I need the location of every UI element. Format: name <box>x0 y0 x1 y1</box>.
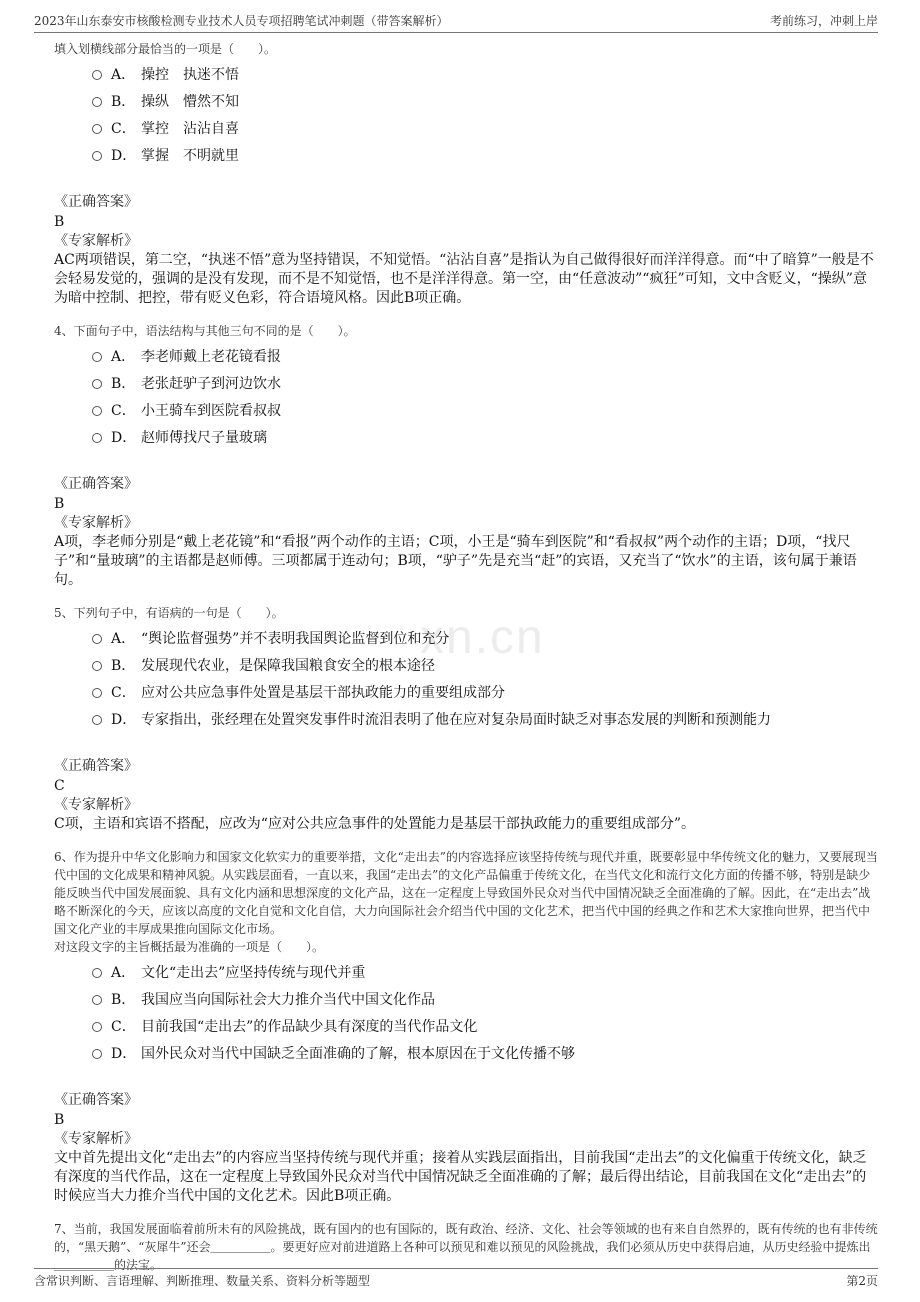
option-d[interactable]: D． 掌握 不明就里 <box>92 143 878 170</box>
options-list <box>92 626 878 734</box>
option-a[interactable]: A． 文化“走出去”应坚持传统与现代并重 <box>92 960 878 987</box>
option-c[interactable]: C． 小王骑车到医院看叔叔 <box>92 398 878 425</box>
header-divider <box>34 32 878 33</box>
page-number: 第2页 <box>846 1274 878 1288</box>
answer-value: B <box>54 1112 65 1128</box>
page-header <box>34 10 878 32</box>
radio-icon[interactable] <box>92 1022 102 1032</box>
question-stem: 6、作为提升中华文化影响力和国家文化软实力的重要举措，文化“走出去”的内容选择应该坚持传统与现代并重，既要彰显中华传统文化的魅力，又要展现当代中国的文化成果和精神风貌。从实践层面看，一直以来，我国“走出去”的文化产品偏重于传统文化，在当代文化和流行文化方面的传播不够，特别是缺少能反映当代中国发展面貌、具有文化内涵和思想深度的文化产品，这在一定程度上导致国外民众对当代中国情况缺乏全面准确的了解。因此，在“走出去”战略不断深化的今天，应该以高度的文化自觉和文化自信，大力向国际社会介绍当代中国的文化艺术，把当代中国的经典之作和艺术大家推向世界，把当代中国文化产业的丰厚成果推向国际文化市场。 <box>54 850 878 936</box>
radio-icon[interactable] <box>92 661 102 671</box>
option-c[interactable]: C． 应对公共应急事件处置是基层干部执政能力的重要组成部分 <box>92 680 878 707</box>
option-a[interactable]: A． 操控 执迷不悟 <box>92 62 878 89</box>
document-title: 2023年山东泰安市核酸检测专业技术人员专项招聘笔试冲刺题（带答案解析） <box>34 14 449 28</box>
radio-icon[interactable] <box>92 151 102 161</box>
question-prompt: 对这段文字的主旨概括最为准确的一项是（ ）。 <box>54 940 325 954</box>
question-block-7 <box>54 1220 878 1274</box>
explanation-text: C项，主语和宾语不搭配，应改为“应对公共应急事件的处置能力是基层干部执政能力的重要组成部分”。 <box>54 816 696 832</box>
radio-icon[interactable] <box>92 968 102 978</box>
option-d[interactable]: D． 专家指出，张经理在处置突发事件时流泪表明了他在应对复杂局面时缺乏对事态发展的判断和预测能力 <box>92 707 878 734</box>
options-list <box>92 960 878 1068</box>
answer-label: 《正确答案》 <box>54 1092 138 1108</box>
option-c[interactable]: C． 目前我国“走出去”的作品缺少具有深度的当代作品文化 <box>92 1014 878 1041</box>
radio-icon[interactable] <box>92 352 102 362</box>
option-b[interactable]: B． 我国应当向国际社会大力推介当代中国文化作品 <box>92 987 878 1014</box>
options-list <box>92 62 878 170</box>
answer-label: 《正确答案》 <box>54 194 138 210</box>
question-stem: 5、下列句子中，有语病的一句是（ ）。 <box>54 606 284 620</box>
radio-icon[interactable] <box>92 995 102 1005</box>
explanation-label: 《专家解析》 <box>54 1131 138 1147</box>
option-b[interactable]: B． 操纵 懵然不知 <box>92 89 878 116</box>
radio-icon[interactable] <box>92 97 102 107</box>
option-b[interactable]: B． 老张赶驴子到河边饮水 <box>92 371 878 398</box>
option-d[interactable]: D． 赵师傅找尺子量玻璃 <box>92 425 878 452</box>
explanation-text: AC两项错误，第二空，“执迷不悟”意为坚持错误，不知觉悟。“沾沾自喜”是指认为自己做得很好而洋洋得意。而“中了暗算”一般是不会轻易发觉的，强调的是没有发现，而不是不知觉悟，也不是洋洋得意。第一空，由“任意波动”“疯狂”可知，文中含贬义，“操纵”意为暗中控制、把控，带有贬义色彩，符合语境风格。因此B项正确。 <box>54 252 874 306</box>
radio-icon[interactable] <box>92 634 102 644</box>
header-slogan: 考前练习，冲刺上岸 <box>769 14 878 28</box>
option-a[interactable]: A． “舆论监督强势”并不表明我国舆论监督到位和充分 <box>92 626 878 653</box>
footer-divider <box>34 1268 878 1269</box>
explanation-text: 文中首先提出文化“走出去”的内容应当坚持传统与现代并重；接着从实践层面指出，目前我国“走出去”的文化偏重于传统文化，缺乏有深度的当代作品，这在一定程度上导致国外民众对当代中国情况缺乏全面准确的了解；最后得出结论，目前我国在文化“走出去”的时候应当大力推介当代中国的文化艺术。因此B项正确。 <box>54 1150 867 1204</box>
question-block-4 <box>54 322 878 590</box>
option-d[interactable]: D． 国外民众对当代中国缺乏全面准确的了解，根本原因在于文化传播不够 <box>92 1041 878 1068</box>
question-list <box>54 40 878 1274</box>
options-list <box>92 344 878 452</box>
question-block-6 <box>54 848 878 1206</box>
answer-value: B <box>54 496 65 512</box>
answer-label: 《正确答案》 <box>54 476 138 492</box>
explanation-text: A项，李老师分别是“戴上老花镜”和“看报”两个动作的主语；C项，小王是“骑车到医院”和“看叔叔”两个动作的主语；D项，“找尺子”和“量玻璃”的主语都是赵师傅。三项都属于连动句；B项，“驴子”先是充当“赶”的宾语，又充当了“饮水”的主语，该句属于兼语句。 <box>54 534 857 588</box>
option-c[interactable]: C． 掌控 沾沾自喜 <box>92 116 878 143</box>
option-a[interactable]: A． 李老师戴上老花镜看报 <box>92 344 878 371</box>
radio-icon[interactable] <box>92 124 102 134</box>
explanation-label: 《专家解析》 <box>54 515 138 531</box>
watermark: xn.cn <box>420 611 545 664</box>
answer-value: B <box>54 214 65 230</box>
radio-icon[interactable] <box>92 1049 102 1059</box>
question-stem: 4、下面句子中，语法结构与其他三句不同的是（ ）。 <box>54 324 356 338</box>
answer-label: 《正确答案》 <box>54 758 138 774</box>
option-b[interactable]: B． 发展现代农业，是保障我国粮食安全的根本途径 <box>92 653 878 680</box>
explanation-label: 《专家解析》 <box>54 233 138 249</box>
question-block-5 <box>54 604 878 834</box>
question-stem: 7、当前，我国发展面临着前所未有的风险挑战，既有国内的也有国际的，既有政治、经济、文化、社会等领域的也有来自自然界的，既有传统的也有非传统的，“黑天鹅”、“灰犀牛”还会＿＿＿＿＿。要更好应对前进道路上各种可以预见和难以预见的风险挑战，我们必须从历史中获得启迪，从历史经验中提炼出＿＿＿＿＿的法宝。 <box>54 1222 878 1272</box>
radio-icon[interactable] <box>92 406 102 416</box>
radio-icon[interactable] <box>92 433 102 443</box>
radio-icon[interactable] <box>92 379 102 389</box>
question-block-3 <box>54 40 878 308</box>
explanation-label: 《专家解析》 <box>54 797 138 813</box>
radio-icon[interactable] <box>92 70 102 80</box>
radio-icon[interactable] <box>92 688 102 698</box>
footer-note: 含常识判断、言语理解、判断推理、数量关系、资料分析等题型 <box>34 1274 371 1288</box>
question-stem: 填入划横线部分最恰当的一项是（ ）。 <box>54 42 277 56</box>
answer-value: C <box>54 778 65 794</box>
radio-icon[interactable] <box>92 715 102 725</box>
